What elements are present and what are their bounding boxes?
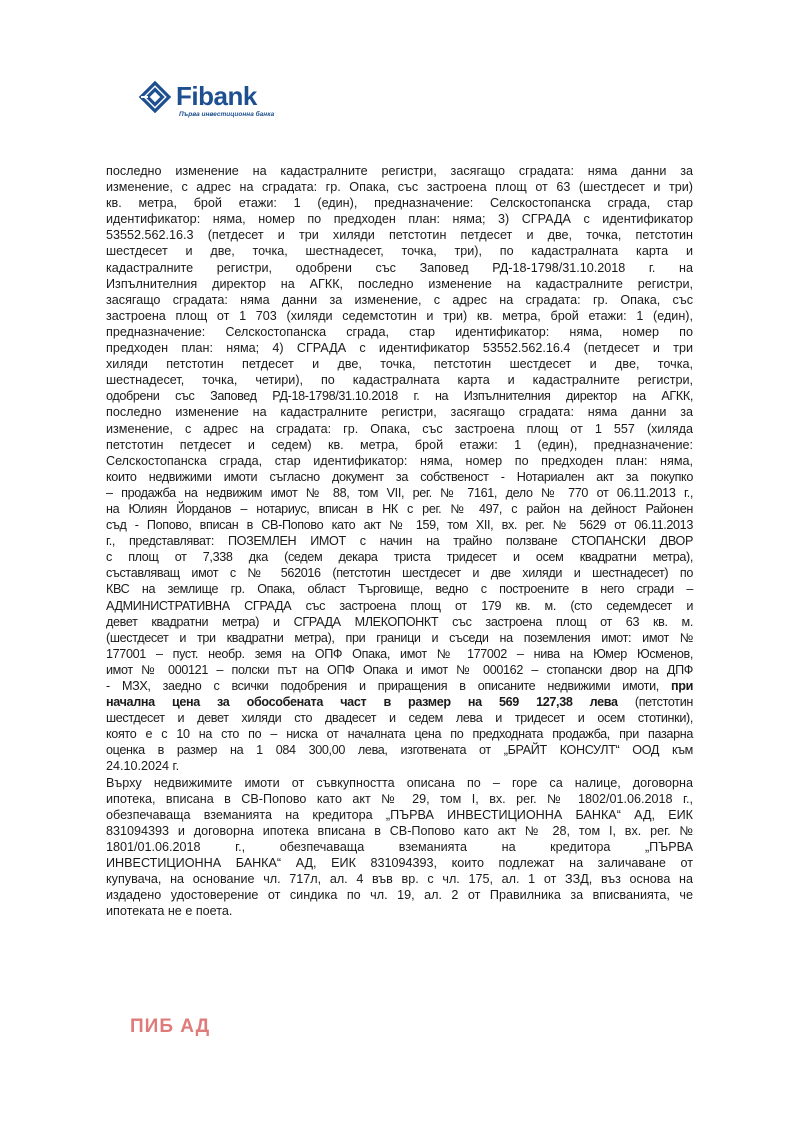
- text-segment: последно изменение на кадастралните регистри, засягащо сградата: няма данни за: [106, 405, 693, 420]
- text-segment: 1801/01.06.2018 г., обезпечаваща вземанията на кредитора „ПЪРВА: [106, 839, 693, 854]
- text-line: [106, 388, 693, 404]
- text-segment: хиляди петстотин петдесет и две, точка, петстотин шестдесет и две, точка,: [106, 357, 693, 372]
- text-line: [106, 453, 693, 469]
- text-segment: г., представляват: ПОЗЕМЛЕН ИМОТ с начин на трайно ползване СТОПАНСКИ ДВОР: [106, 534, 693, 549]
- text-line: [106, 163, 693, 179]
- text-line: [106, 581, 693, 597]
- text-line: [106, 807, 693, 823]
- text-line: [106, 823, 693, 839]
- text-segment: засягащо сградата: няма данни за изменение, с адрес на сградата: гр. Опака, със: [106, 292, 693, 307]
- bold-text: при: [671, 679, 693, 693]
- text-line: [106, 871, 693, 887]
- text-line: [106, 662, 693, 678]
- text-segment: застроена площ от 1 703 (хиляди седемстотин и три) кв. метра, брой етажи: 1 (един),: [106, 308, 693, 323]
- text-line: [106, 565, 693, 581]
- text-segment: изменение, с адрес на сградата: гр. Опака, със застроена площ от 63 (шестдесет и три): [106, 180, 693, 195]
- text-segment: 831094393 и договорна ипотека вписана в СВ-Попово като акт № 28, том I, вх. рег. №: [106, 823, 693, 838]
- text-segment: (петстотин: [617, 695, 693, 710]
- text-segment: ипотеката не е поета.: [106, 904, 233, 919]
- text-segment: издадено удостоверение от синдика по чл. 19, ал. 2 от Правилника за вписванията, че: [106, 888, 693, 903]
- text-segment: обезпечаваща вземанията на кредитора „ПЪРВА ИНВЕСТИЦИОННА БАНКА“ АД, ЕИК: [106, 807, 693, 822]
- text-line: [106, 839, 693, 855]
- text-segment: на Юлиян Йорданов – нотариус, вписан в НК с рег. № 497, с район на дейност Районен: [106, 501, 693, 516]
- text-line: [106, 211, 693, 227]
- text-line: [106, 630, 693, 646]
- text-line: [106, 372, 693, 388]
- text-line: [106, 726, 693, 742]
- text-line: [106, 646, 693, 662]
- bold-text: начална цена за обособената част в размер на 569 127,38 лева: [106, 695, 618, 710]
- text-line: [106, 694, 693, 710]
- text-segment: 53552.562.16.3 (петдесет и три хиляди петстотин петдесет и две, точка, петстотин: [106, 228, 693, 243]
- text-line: [106, 404, 693, 420]
- text-line: [106, 437, 693, 453]
- text-line: [106, 260, 693, 276]
- text-segment: - МЗХ, заедно с всички подобрения и приращения в описаните недвижими имоти,: [106, 679, 671, 693]
- text-segment: ИНВЕСТИЦИОННА БАНКА“ АД, ЕИК 831094393, които подлежат на заличаване от: [106, 856, 693, 871]
- logo-tagline: Първа инвестиционна банка: [179, 111, 275, 118]
- text-line: [106, 887, 693, 903]
- text-line: [106, 614, 693, 630]
- text-segment: изменение, с адрес на сградата: гр. Опака, със застроена площ от 1 557 (хиляда: [106, 421, 693, 436]
- fibank-diamond-icon: [138, 80, 172, 114]
- text-line: [106, 195, 693, 211]
- text-segment: кадастралните регистри, одобрени със Заповед РД-18-1798/31.10.2018 г. на: [106, 260, 693, 275]
- text-segment: ипотека, вписана в СВ-Попово като акт № 29, том I, вх. рег. № 1802/01.06.2018 г.,: [106, 791, 693, 806]
- text-segment: с площ от 7,338 дка (седем декара триста тридесет и осем квадратни метра),: [106, 550, 693, 565]
- text-line: [106, 742, 693, 758]
- document-body: [106, 163, 693, 919]
- text-segment: която е с 10 на сто по – ниска от началната цена по предходната продажба, при пазарна: [106, 727, 693, 742]
- text-line: [106, 598, 693, 614]
- text-line: [106, 227, 693, 243]
- text-segment: девет квадратни метра) и СГРАДА МЛЕКОПОНКТ със застроена площ от 63 кв. м.: [106, 614, 693, 629]
- text-line: [106, 308, 693, 324]
- text-line: [106, 517, 693, 533]
- text-line: [106, 324, 693, 340]
- text-segment: Селскостопанска сграда, стар идентификатор: няма, номер по предходен план: няма,: [106, 453, 693, 468]
- text-segment: съставляващ имот с № 562016 (петстотин шестдесет и две хиляди и шестнадесет) по: [106, 566, 693, 581]
- text-segment: КВС на землище гр. Опака, област Търговище, ведно с построените в него сгради –: [106, 582, 693, 597]
- text-segment: кв. метра, брой етажи: 1 (един), предназначение: Селскостопанска сграда, стар: [106, 196, 693, 211]
- text-line: [106, 791, 693, 807]
- text-segment: съд - Попово, вписан в СВ-Попово като акт № 159, том XII, вх. рег. № 5629 от 06.11.2013: [106, 518, 693, 533]
- text-segment: шестнадесет, точка, четири), по кадастралната карта и кадастралните регистри,: [106, 373, 693, 388]
- text-segment: 24.10.2024 г.: [106, 759, 180, 774]
- text-segment: Върху недвижимите имоти от съвкупността описана по – горе са налице, договорна: [106, 775, 693, 790]
- text-segment: идентификатор: няма, номер по предходен план: няма; 3) СГРАДА с идентификатор: [106, 212, 693, 227]
- text-segment: имот № 000121 – полски път на ОПФ Опака и имот № 000162 – стопански двор на ДПФ: [106, 662, 693, 677]
- fibank-logo: [138, 80, 288, 124]
- logo-brand-name: Fibank: [176, 81, 257, 111]
- text-line: [106, 179, 693, 195]
- text-line: [106, 421, 693, 437]
- text-line: [106, 855, 693, 871]
- text-segment: шестдесет и две, точка, шестнадесет, точка, три), по кадастралната карта и: [106, 244, 693, 259]
- text-segment: – продажба на недвижим имот № 88, том VII, рег. № 7161, дело № 770 от 06.11.2013 г.,: [106, 485, 693, 500]
- text-line: [106, 549, 693, 565]
- text-line: [106, 340, 693, 356]
- text-line: [106, 485, 693, 501]
- text-line: [106, 356, 693, 372]
- text-segment: одобрени със Заповед РД-18-1798/31.10.2018 г. на Изпълнителния директор на АГКК,: [106, 389, 693, 404]
- text-line: [106, 678, 693, 694]
- text-line: [106, 469, 693, 485]
- text-line: [106, 292, 693, 308]
- text-segment: (шестдесет и три квадратни метра), при граници и съседи на поземления имот: имот №: [106, 630, 693, 645]
- text-segment: предходен план: няма; 4) СГРАДА с идентификатор 53552.562.16.4 (петдесет и три: [106, 341, 693, 356]
- text-line: [106, 775, 693, 791]
- text-segment: 177001 – пуст. необр. земя на ОПФ Опака, имот № 177002 – нива на Юмер Юсменов,: [106, 646, 693, 661]
- text-segment: петстотин петдесет и седем) кв. метра, брой етажи: 1 (един), предназначение:: [106, 437, 693, 452]
- text-line: [106, 501, 693, 517]
- text-segment: АДМИНИСТРАТИВНА СГРАДА със застроена площ от 179 кв. м. (сто седемдесет и: [106, 598, 693, 613]
- text-segment: шестдесет и девет хиляди сто двадесет и седем лева и тридесет и осем стотинки),: [106, 711, 693, 726]
- text-line: [106, 903, 693, 919]
- text-line: [106, 758, 693, 774]
- text-line: [106, 533, 693, 549]
- text-segment: оценка в размер на 1 084 300,00 лева, изготвената от „БРАЙТ КОНСУЛТ“ ООД към: [106, 743, 693, 758]
- text-segment: последно изменение на кадастралните регистри, засягащо сградата: няма данни за: [106, 164, 693, 178]
- text-line: [106, 243, 693, 259]
- text-segment: които недвижими имоти съгласно документ за собственост - Нотариален акт за покупко: [106, 469, 693, 484]
- text-line: [106, 276, 693, 292]
- text-segment: предназначение: Селскостопанска сграда, стар идентификатор: няма, номер по: [106, 324, 693, 339]
- text-segment: купувача, на основание чл. 717л, ал. 4 във вр. с чл. 175, ал. 1 от ЗЗД, въз основа на: [106, 872, 693, 887]
- text-line: [106, 710, 693, 726]
- text-segment: Изпълнителния директор на АГКК, последно изменение на кадастралните регистри,: [106, 276, 693, 291]
- signature-stamp: ПИБ АД: [130, 1016, 211, 1037]
